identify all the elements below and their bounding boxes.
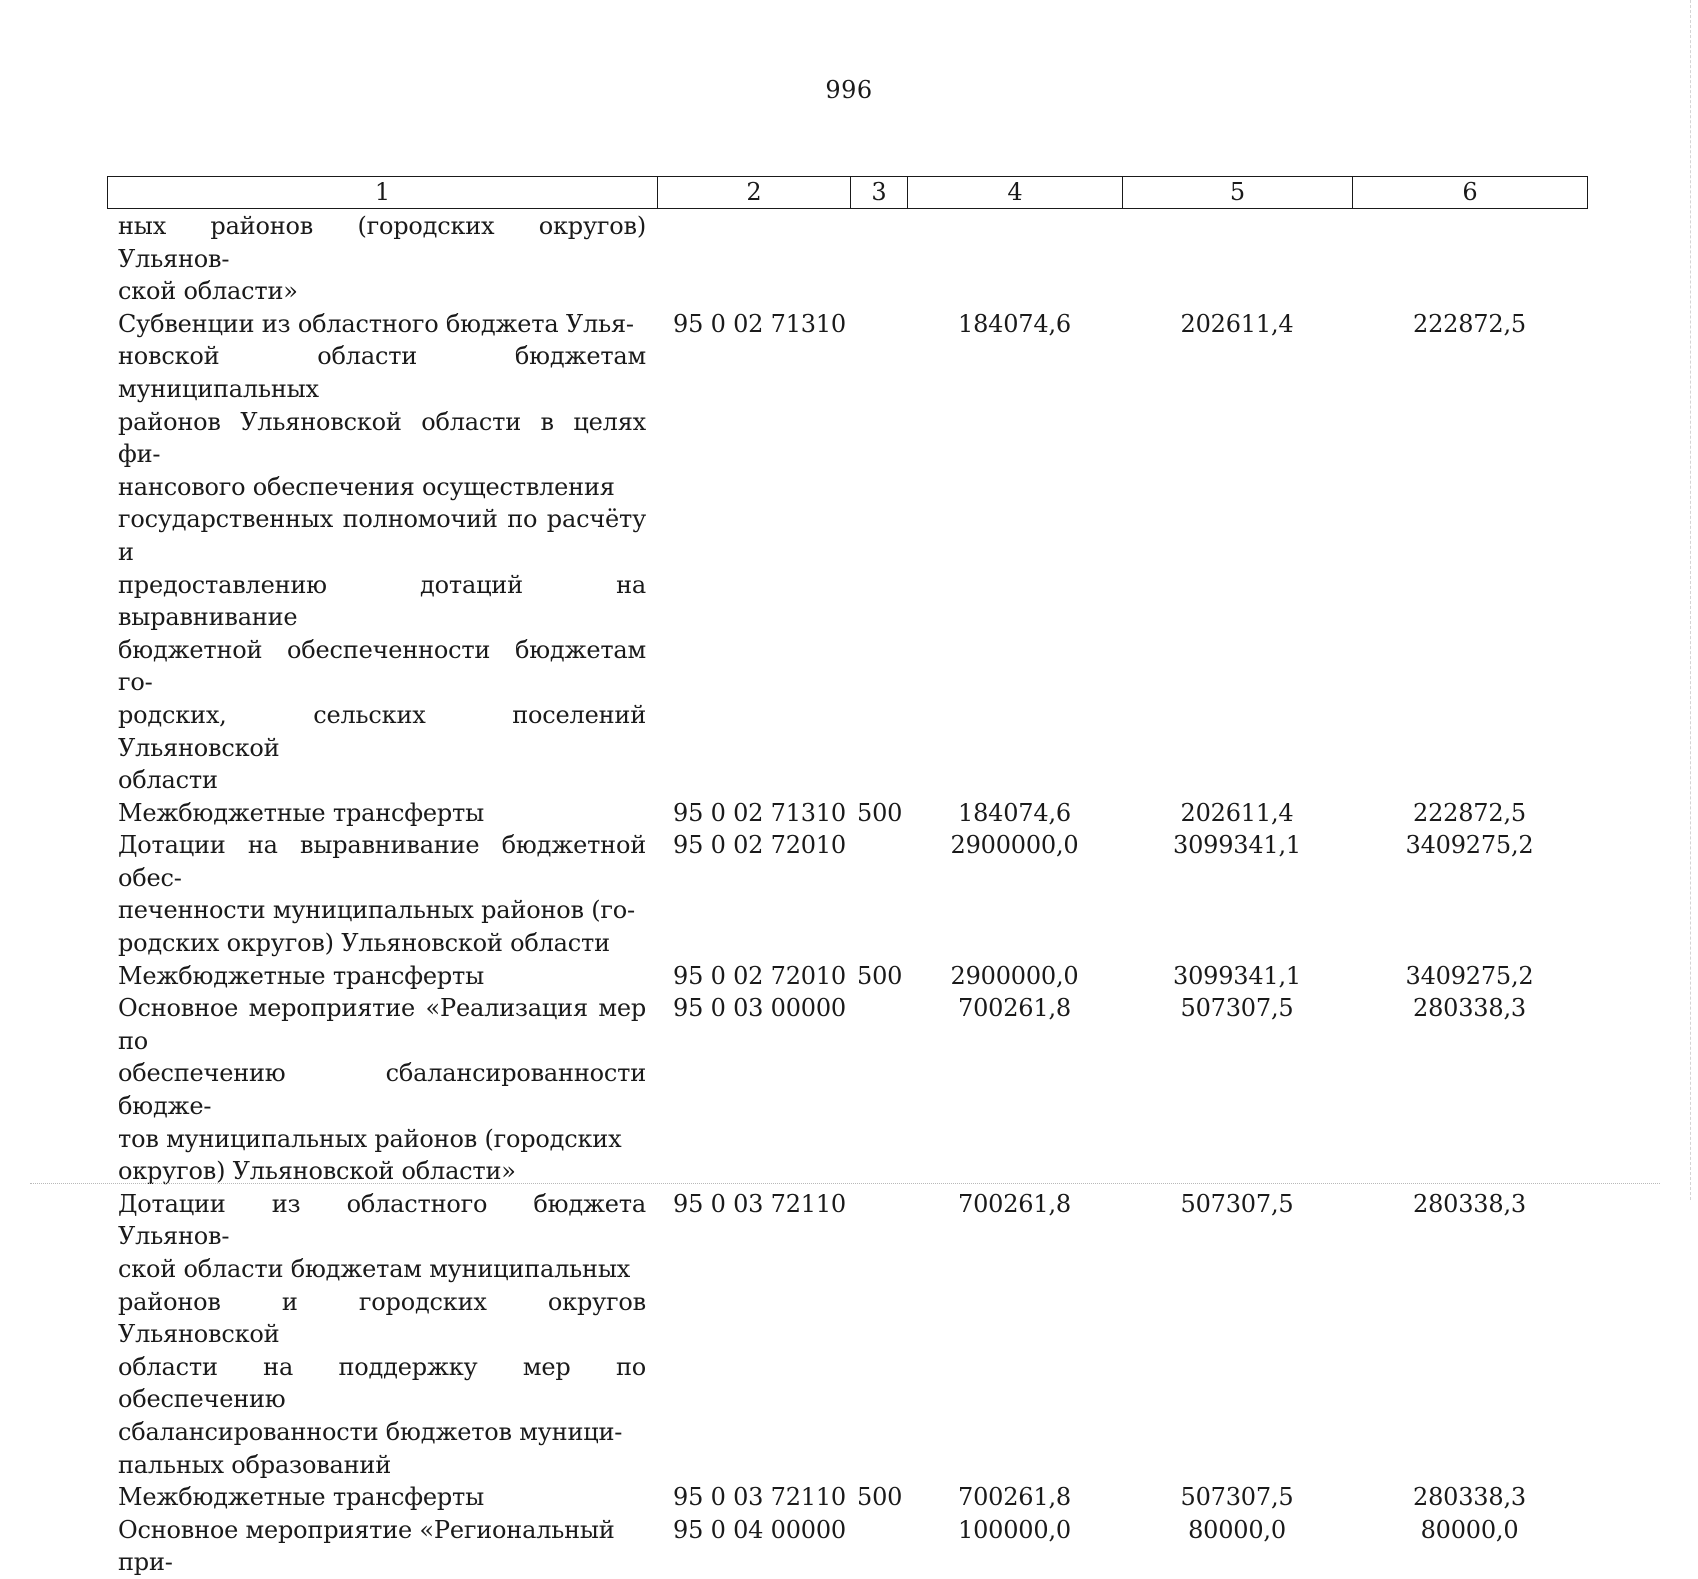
row-name-cell [107, 829, 657, 959]
column-header-4: 4 [908, 177, 1123, 209]
row-value-2022-cell: 507307,5 [1180, 994, 1294, 1023]
row-value-2021-cell: 184074,6 [958, 798, 1071, 827]
table-row [107, 829, 1587, 959]
row-code-cell: 95 0 02 71310 [673, 798, 846, 827]
row-code-cell: 95 0 04 00000 [673, 1515, 846, 1544]
row-name-line: области на поддержку мер по обеспечению [118, 1352, 646, 1414]
row-value-2021-cell: 100000,0 [958, 1515, 1071, 1544]
row-value-2022-cell: 202611,4 [1180, 309, 1294, 338]
row-type-cell [850, 308, 907, 797]
header-row [108, 177, 1588, 209]
row-value-2023-cell: 280338,3 [1413, 1189, 1526, 1218]
row-value-2021-cell: 700261,8 [958, 994, 1071, 1023]
row-type-cell: 500 [857, 961, 903, 990]
row-name-cell [107, 308, 657, 797]
row-name-line: Межбюджетные трансферты [118, 798, 484, 827]
row-name-line: ской области» [118, 277, 298, 306]
row-name-line: Межбюджетные трансферты [118, 1483, 484, 1512]
page-number: 996 [825, 76, 873, 104]
budget-table [107, 210, 1587, 1579]
column-header-2: 2 [658, 177, 851, 209]
column-header-6: 6 [1353, 177, 1588, 209]
row-name-line: Дотации из областного бюджета Ульянов- [118, 1189, 646, 1251]
row-code-cell: 95 0 02 72010 [673, 831, 846, 860]
row-value-2023-cell: 280338,3 [1413, 1483, 1526, 1512]
row-name-line: родских, сельских поселений Ульяновской [118, 700, 646, 762]
row-value-2022-cell: 507307,5 [1180, 1189, 1294, 1218]
row-type-cell [850, 210, 907, 308]
table-row [107, 1188, 1587, 1481]
table-header [107, 176, 1588, 209]
row-value-2021-cell: 700261,8 [958, 1483, 1071, 1512]
row-code-cell: 95 0 03 72110 [673, 1189, 846, 1218]
row-name-line: Субвенции из областного бюджета Улья- [118, 309, 634, 338]
table-row [107, 797, 1587, 830]
row-name-cell [107, 992, 657, 1188]
scan-edge-line [1690, 0, 1691, 1200]
row-name-line: ской области бюджетам муниципальных [118, 1255, 631, 1283]
row-name-line: бюджетной обеспеченности бюджетам го- [118, 635, 646, 697]
row-name-cell [107, 210, 657, 308]
row-value-2022-cell: 202611,4 [1180, 798, 1294, 827]
row-value-2021-cell: 184074,6 [958, 309, 1071, 338]
row-name-line: пальных образований [118, 1450, 391, 1479]
row-value-2022-cell: 507307,5 [1180, 1483, 1294, 1512]
row-type-cell: 500 [857, 798, 903, 827]
row-name-line: районов Ульяновской области в целях фи- [118, 407, 646, 469]
row-name-line: Основное мероприятие «Реализация мер по [118, 994, 646, 1055]
row-value-2023-cell: 280338,3 [1413, 994, 1526, 1023]
row-name-line: округов) Ульяновской области» [118, 1157, 516, 1186]
row-value-2023-cell: 222872,5 [1413, 798, 1526, 827]
row-code-cell: 95 0 03 00000 [673, 994, 846, 1023]
row-value-2022-cell: 3099341,1 [1173, 831, 1301, 860]
row-value-2023-cell: 222872,5 [1413, 309, 1526, 338]
table-body [107, 210, 1587, 1579]
row-code-cell: 95 0 02 71310 [673, 309, 846, 338]
row-value-2022-cell: 80000,0 [1188, 1515, 1286, 1544]
row-name-cell [107, 797, 657, 830]
table-row [107, 1514, 1587, 1579]
table-row [107, 960, 1587, 993]
row-type-cell [850, 992, 907, 1188]
table-row [107, 1481, 1587, 1514]
row-type-cell [850, 829, 907, 959]
row-name-line: родских округов) Ульяновской области [118, 929, 610, 958]
row-code-cell [657, 210, 850, 308]
row-value-2023-cell: 3409275,2 [1405, 831, 1534, 860]
table-row [107, 308, 1587, 797]
row-name-line: области [118, 766, 218, 795]
scan-artifact-line [30, 1183, 1660, 1184]
row-name-cell [107, 1188, 657, 1481]
row-name-line: печенности муниципальных районов (го- [118, 896, 635, 925]
table-row [107, 992, 1587, 1188]
row-name-line: районов и городских округов Ульяновской [118, 1287, 646, 1349]
row-value-2021-cell: 2900000,0 [950, 961, 1079, 990]
row-name-line: нансового обеспечения осуществления [118, 472, 615, 501]
row-name-line: Основное мероприятие «Региональный при- [118, 1515, 615, 1577]
column-header-5: 5 [1123, 177, 1353, 209]
row-name-line: предоставлению дотаций на выравнивание [118, 570, 646, 632]
row-name-line: Межбюджетные трансферты [118, 961, 484, 990]
row-name-line: обеспечению сбалансированности бюдже- [118, 1059, 646, 1121]
row-type-cell: 500 [857, 1483, 903, 1512]
row-name-line: ных районов (городских округов) Ульянов- [118, 212, 646, 273]
row-value-2021-cell: 700261,8 [958, 1189, 1071, 1218]
row-type-cell [850, 1188, 907, 1481]
row-value-2021-cell: 2900000,0 [950, 831, 1079, 860]
row-value-2023-cell [1352, 210, 1587, 308]
row-name-line: тов муниципальных районов (городских [118, 1124, 622, 1153]
row-name-cell [107, 1481, 657, 1514]
row-value-2022-cell: 3099341,1 [1173, 961, 1301, 990]
row-type-cell [850, 1514, 907, 1579]
row-name-line: государственных полномочий по расчёту и [118, 505, 646, 566]
row-value-2022-cell [1122, 210, 1352, 308]
row-code-cell: 95 0 03 72110 [673, 1483, 846, 1512]
row-name-line: Дотации на выравнивание бюджетной обес- [118, 831, 646, 892]
column-header-3: 3 [851, 177, 908, 209]
column-header-1: 1 [108, 177, 658, 209]
row-name-line: новской области бюджетам муниципальных [118, 342, 646, 403]
table-row [107, 210, 1587, 308]
row-value-2021-cell [907, 210, 1122, 308]
row-name-line: сбалансированности бюджетов муници- [118, 1417, 623, 1446]
row-name-cell [107, 1514, 657, 1579]
row-name-cell [107, 960, 657, 993]
row-code-cell: 95 0 02 72010 [673, 961, 846, 990]
row-value-2023-cell: 80000,0 [1420, 1515, 1519, 1544]
row-value-2023-cell: 3409275,2 [1405, 961, 1534, 990]
